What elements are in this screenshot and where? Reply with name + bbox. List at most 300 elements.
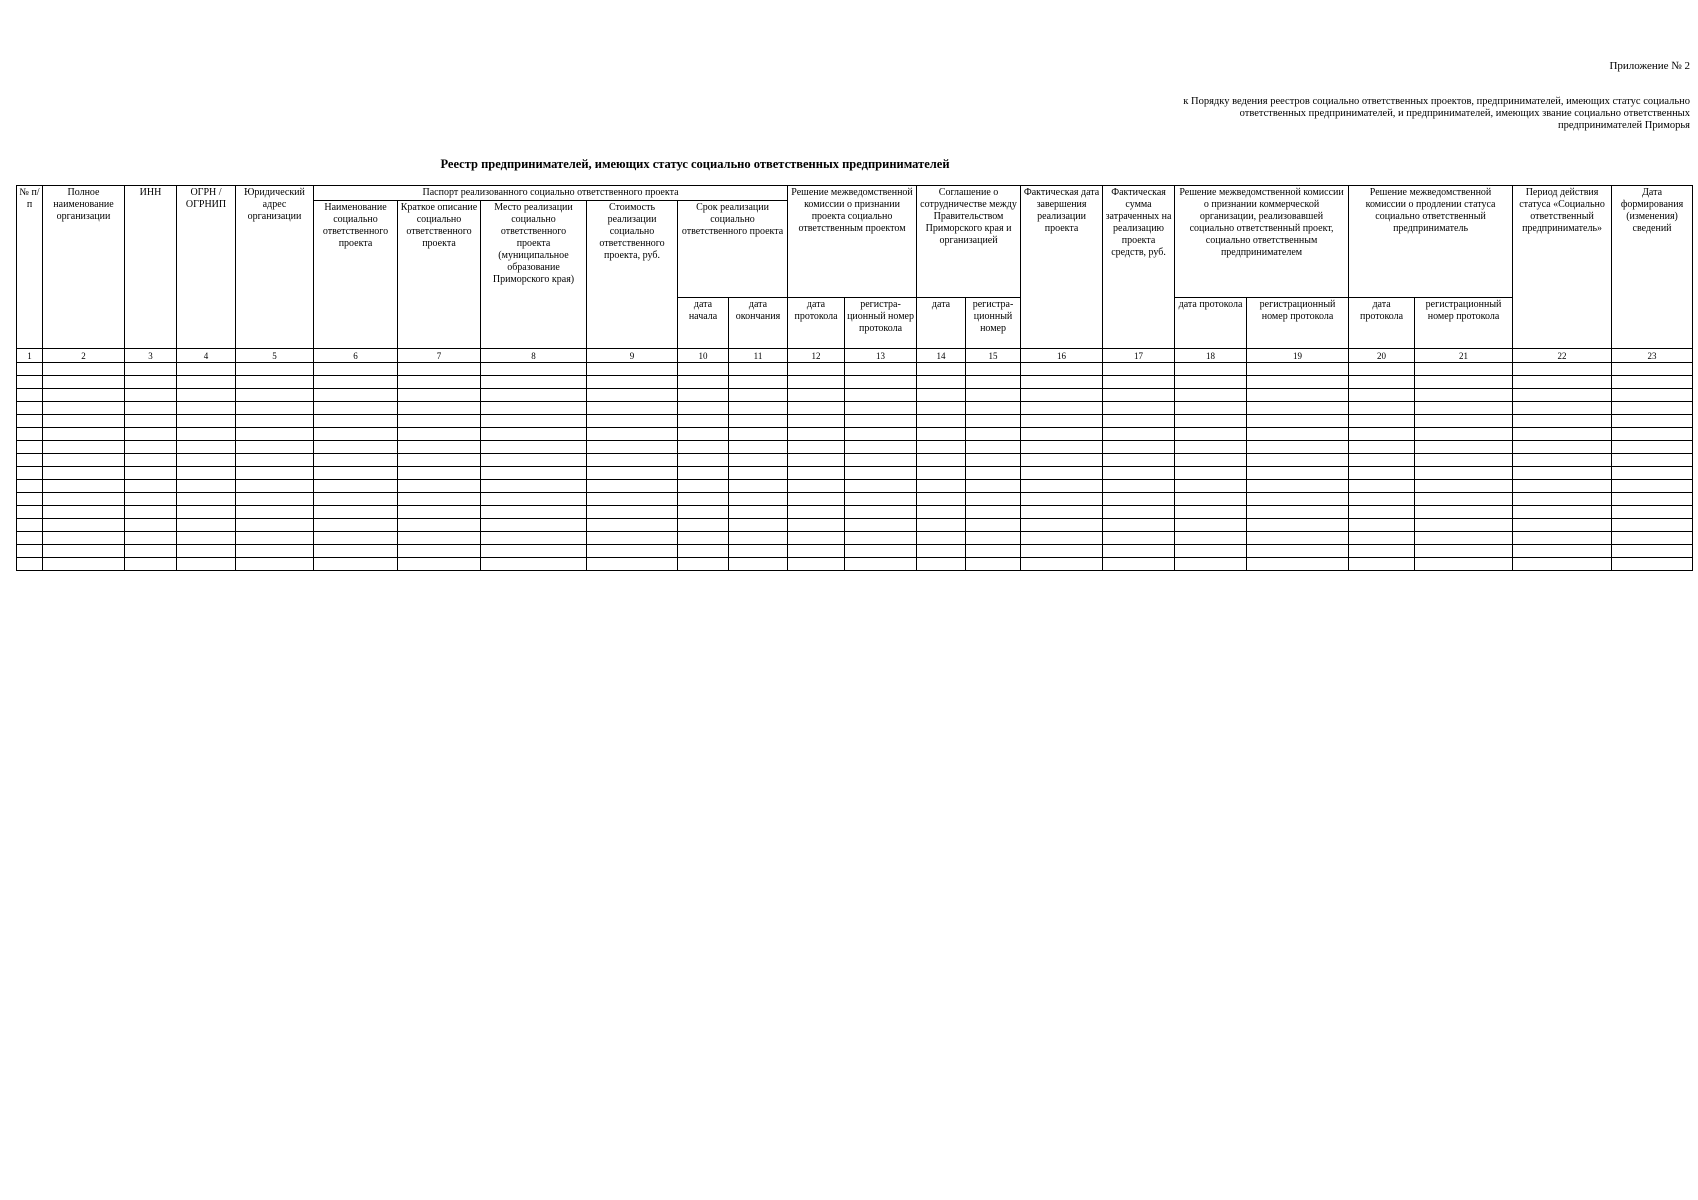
table-cell[interactable] [587,389,678,402]
table-cell[interactable] [587,519,678,532]
table-cell[interactable] [1513,389,1612,402]
table-cell[interactable] [1103,363,1175,376]
table-cell[interactable] [177,376,236,389]
table-cell[interactable] [845,493,917,506]
table-cell[interactable] [1349,454,1415,467]
table-cell[interactable] [1175,415,1247,428]
table-cell[interactable] [481,376,587,389]
table-cell[interactable] [1021,402,1103,415]
table-cell[interactable] [1612,363,1693,376]
table-cell[interactable] [125,493,177,506]
table-cell[interactable] [236,545,314,558]
table-cell[interactable] [917,558,966,571]
table-cell[interactable] [845,480,917,493]
table-cell[interactable] [1415,441,1513,454]
table-cell[interactable] [236,480,314,493]
table-cell[interactable] [314,493,398,506]
table-cell[interactable] [398,376,481,389]
table-cell[interactable] [1103,376,1175,389]
table-cell[interactable] [1415,519,1513,532]
table-cell[interactable] [845,519,917,532]
table-cell[interactable] [1175,480,1247,493]
table-cell[interactable] [398,363,481,376]
table-cell[interactable] [678,519,729,532]
table-cell[interactable] [1247,545,1349,558]
table-cell[interactable] [917,545,966,558]
table-cell[interactable] [587,532,678,545]
table-cell[interactable] [729,454,788,467]
table-cell[interactable] [17,441,43,454]
table-cell[interactable] [1415,545,1513,558]
table-cell[interactable] [43,402,125,415]
table-cell[interactable] [1103,558,1175,571]
table-cell[interactable] [729,506,788,519]
table-cell[interactable] [1349,467,1415,480]
table-cell[interactable] [125,480,177,493]
table-cell[interactable] [917,532,966,545]
table-cell[interactable] [1513,415,1612,428]
table-cell[interactable] [398,519,481,532]
table-cell[interactable] [398,545,481,558]
table-cell[interactable] [729,389,788,402]
table-cell[interactable] [788,376,845,389]
table-cell[interactable] [1612,415,1693,428]
table-cell[interactable] [966,519,1021,532]
table-cell[interactable] [1175,532,1247,545]
table-cell[interactable] [678,545,729,558]
table-cell[interactable] [966,480,1021,493]
table-cell[interactable] [398,415,481,428]
table-cell[interactable] [729,415,788,428]
table-cell[interactable] [1612,441,1693,454]
table-cell[interactable] [125,545,177,558]
table-cell[interactable] [788,454,845,467]
table-cell[interactable] [17,454,43,467]
table-cell[interactable] [17,493,43,506]
table-cell[interactable] [587,493,678,506]
table-cell[interactable] [966,389,1021,402]
table-cell[interactable] [1247,493,1349,506]
table-cell[interactable] [236,389,314,402]
table-cell[interactable] [1612,454,1693,467]
table-cell[interactable] [1021,545,1103,558]
table-cell[interactable] [587,558,678,571]
table-cell[interactable] [788,467,845,480]
table-cell[interactable] [481,415,587,428]
table-cell[interactable] [587,376,678,389]
table-cell[interactable] [481,467,587,480]
table-cell[interactable] [1513,363,1612,376]
table-cell[interactable] [1349,376,1415,389]
table-cell[interactable] [125,428,177,441]
table-cell[interactable] [481,480,587,493]
table-cell[interactable] [678,454,729,467]
table-cell[interactable] [678,506,729,519]
table-cell[interactable] [1513,519,1612,532]
table-cell[interactable] [1103,467,1175,480]
table-cell[interactable] [966,558,1021,571]
table-cell[interactable] [43,363,125,376]
table-cell[interactable] [17,519,43,532]
table-cell[interactable] [17,428,43,441]
table-cell[interactable] [398,441,481,454]
table-cell[interactable] [398,402,481,415]
table-cell[interactable] [1021,493,1103,506]
table-cell[interactable] [1175,376,1247,389]
table-cell[interactable] [125,558,177,571]
table-cell[interactable] [1103,519,1175,532]
table-cell[interactable] [1247,480,1349,493]
table-cell[interactable] [398,454,481,467]
table-cell[interactable] [17,363,43,376]
table-cell[interactable] [43,467,125,480]
table-cell[interactable] [587,415,678,428]
table-cell[interactable] [729,558,788,571]
table-cell[interactable] [1175,428,1247,441]
table-cell[interactable] [314,506,398,519]
table-cell[interactable] [1021,454,1103,467]
table-cell[interactable] [177,454,236,467]
table-cell[interactable] [398,389,481,402]
table-cell[interactable] [43,415,125,428]
table-cell[interactable] [236,428,314,441]
table-cell[interactable] [1103,402,1175,415]
table-cell[interactable] [17,506,43,519]
table-cell[interactable] [845,415,917,428]
table-cell[interactable] [1415,532,1513,545]
table-cell[interactable] [729,480,788,493]
table-cell[interactable] [43,545,125,558]
table-cell[interactable] [788,519,845,532]
table-cell[interactable] [314,532,398,545]
table-cell[interactable] [1415,389,1513,402]
table-cell[interactable] [398,532,481,545]
table-cell[interactable] [1021,480,1103,493]
table-cell[interactable] [845,558,917,571]
table-cell[interactable] [788,441,845,454]
table-cell[interactable] [845,532,917,545]
table-cell[interactable] [1021,415,1103,428]
table-cell[interactable] [481,428,587,441]
table-cell[interactable] [966,493,1021,506]
table-cell[interactable] [966,532,1021,545]
table-cell[interactable] [43,480,125,493]
table-cell[interactable] [1513,454,1612,467]
table-cell[interactable] [729,545,788,558]
table-cell[interactable] [966,454,1021,467]
table-cell[interactable] [917,506,966,519]
table-cell[interactable] [678,441,729,454]
table-cell[interactable] [917,363,966,376]
table-cell[interactable] [1103,532,1175,545]
table-cell[interactable] [678,415,729,428]
table-cell[interactable] [314,415,398,428]
table-cell[interactable] [43,493,125,506]
table-cell[interactable] [125,415,177,428]
table-cell[interactable] [845,506,917,519]
table-cell[interactable] [398,558,481,571]
table-cell[interactable] [788,545,845,558]
table-cell[interactable] [1103,480,1175,493]
table-cell[interactable] [678,428,729,441]
table-cell[interactable] [678,376,729,389]
table-cell[interactable] [1415,428,1513,441]
table-cell[interactable] [729,467,788,480]
table-cell[interactable] [587,545,678,558]
table-cell[interactable] [43,558,125,571]
table-cell[interactable] [587,480,678,493]
table-cell[interactable] [177,493,236,506]
table-cell[interactable] [125,454,177,467]
table-cell[interactable] [788,363,845,376]
table-cell[interactable] [236,467,314,480]
table-cell[interactable] [1349,415,1415,428]
table-cell[interactable] [917,441,966,454]
table-cell[interactable] [1612,558,1693,571]
table-cell[interactable] [845,454,917,467]
table-cell[interactable] [1349,545,1415,558]
table-cell[interactable] [1612,480,1693,493]
table-cell[interactable] [398,480,481,493]
table-cell[interactable] [1612,389,1693,402]
table-cell[interactable] [788,558,845,571]
table-cell[interactable] [845,545,917,558]
table-cell[interactable] [966,441,1021,454]
table-cell[interactable] [1349,480,1415,493]
table-cell[interactable] [125,402,177,415]
table-cell[interactable] [966,376,1021,389]
table-cell[interactable] [236,493,314,506]
table-cell[interactable] [481,493,587,506]
table-cell[interactable] [845,441,917,454]
table-cell[interactable] [1415,480,1513,493]
table-cell[interactable] [125,376,177,389]
table-cell[interactable] [1349,506,1415,519]
table-cell[interactable] [788,415,845,428]
table-cell[interactable] [177,519,236,532]
table-cell[interactable] [1175,402,1247,415]
table-cell[interactable] [1175,363,1247,376]
table-cell[interactable] [314,467,398,480]
table-cell[interactable] [587,441,678,454]
table-cell[interactable] [314,480,398,493]
table-cell[interactable] [1175,493,1247,506]
table-cell[interactable] [43,389,125,402]
table-cell[interactable] [1103,545,1175,558]
table-cell[interactable] [481,532,587,545]
table-cell[interactable] [1021,428,1103,441]
table-cell[interactable] [236,441,314,454]
table-cell[interactable] [729,428,788,441]
table-cell[interactable] [1513,402,1612,415]
table-cell[interactable] [314,545,398,558]
table-cell[interactable] [314,428,398,441]
table-cell[interactable] [966,467,1021,480]
table-cell[interactable] [236,376,314,389]
table-cell[interactable] [1349,441,1415,454]
table-cell[interactable] [125,532,177,545]
table-cell[interactable] [1612,402,1693,415]
table-cell[interactable] [729,441,788,454]
table-cell[interactable] [917,493,966,506]
table-cell[interactable] [1513,545,1612,558]
table-cell[interactable] [917,428,966,441]
table-cell[interactable] [1415,506,1513,519]
table-cell[interactable] [177,467,236,480]
table-cell[interactable] [177,389,236,402]
table-cell[interactable] [1247,363,1349,376]
table-cell[interactable] [236,519,314,532]
table-cell[interactable] [1349,428,1415,441]
table-cell[interactable] [481,389,587,402]
table-cell[interactable] [481,441,587,454]
table-cell[interactable] [966,545,1021,558]
table-cell[interactable] [1612,532,1693,545]
table-cell[interactable] [788,493,845,506]
table-cell[interactable] [1175,558,1247,571]
table-cell[interactable] [1175,389,1247,402]
table-cell[interactable] [1513,441,1612,454]
table-cell[interactable] [236,402,314,415]
table-cell[interactable] [1021,376,1103,389]
table-cell[interactable] [845,428,917,441]
table-cell[interactable] [314,402,398,415]
table-cell[interactable] [587,454,678,467]
table-cell[interactable] [1349,558,1415,571]
table-cell[interactable] [1247,506,1349,519]
table-cell[interactable] [1415,363,1513,376]
table-cell[interactable] [17,480,43,493]
table-cell[interactable] [236,415,314,428]
table-cell[interactable] [1175,506,1247,519]
table-cell[interactable] [1103,428,1175,441]
table-cell[interactable] [125,467,177,480]
table-cell[interactable] [729,532,788,545]
table-cell[interactable] [917,454,966,467]
table-cell[interactable] [678,558,729,571]
table-cell[interactable] [1103,506,1175,519]
table-cell[interactable] [314,363,398,376]
table-cell[interactable] [1175,441,1247,454]
table-cell[interactable] [729,402,788,415]
table-cell[interactable] [966,402,1021,415]
table-cell[interactable] [43,506,125,519]
table-cell[interactable] [43,376,125,389]
table-cell[interactable] [729,376,788,389]
table-cell[interactable] [845,389,917,402]
table-cell[interactable] [236,506,314,519]
table-cell[interactable] [1103,493,1175,506]
table-cell[interactable] [1612,519,1693,532]
table-cell[interactable] [729,363,788,376]
table-cell[interactable] [43,532,125,545]
table-cell[interactable] [917,480,966,493]
table-cell[interactable] [845,402,917,415]
table-cell[interactable] [917,402,966,415]
table-cell[interactable] [1415,454,1513,467]
table-cell[interactable] [1175,545,1247,558]
table-cell[interactable] [1349,493,1415,506]
table-cell[interactable] [788,428,845,441]
table-cell[interactable] [1612,428,1693,441]
table-cell[interactable] [177,480,236,493]
table-cell[interactable] [845,363,917,376]
table-cell[interactable] [587,428,678,441]
table-cell[interactable] [1021,519,1103,532]
table-cell[interactable] [1103,441,1175,454]
table-cell[interactable] [17,558,43,571]
table-cell[interactable] [788,389,845,402]
table-cell[interactable] [1513,532,1612,545]
table-cell[interactable] [1247,532,1349,545]
table-cell[interactable] [966,428,1021,441]
table-cell[interactable] [314,441,398,454]
table-cell[interactable] [43,454,125,467]
table-cell[interactable] [917,467,966,480]
table-cell[interactable] [678,480,729,493]
table-cell[interactable] [1415,376,1513,389]
table-cell[interactable] [1612,467,1693,480]
table-cell[interactable] [1612,506,1693,519]
table-cell[interactable] [236,454,314,467]
table-cell[interactable] [1247,402,1349,415]
table-cell[interactable] [1175,519,1247,532]
table-cell[interactable] [125,519,177,532]
table-cell[interactable] [788,532,845,545]
table-cell[interactable] [314,558,398,571]
table-cell[interactable] [788,480,845,493]
table-cell[interactable] [177,363,236,376]
table-cell[interactable] [481,454,587,467]
table-cell[interactable] [1349,389,1415,402]
table-cell[interactable] [17,545,43,558]
table-cell[interactable] [1103,454,1175,467]
table-cell[interactable] [678,532,729,545]
table-cell[interactable] [917,415,966,428]
table-cell[interactable] [43,519,125,532]
table-cell[interactable] [236,558,314,571]
table-cell[interactable] [587,363,678,376]
table-cell[interactable] [481,558,587,571]
table-cell[interactable] [1103,415,1175,428]
table-cell[interactable] [1247,428,1349,441]
table-cell[interactable] [1103,389,1175,402]
table-cell[interactable] [314,454,398,467]
table-cell[interactable] [678,402,729,415]
table-cell[interactable] [1513,428,1612,441]
table-cell[interactable] [125,363,177,376]
table-cell[interactable] [1349,532,1415,545]
table-cell[interactable] [1247,415,1349,428]
table-cell[interactable] [587,402,678,415]
table-cell[interactable] [398,428,481,441]
table-cell[interactable] [125,389,177,402]
table-cell[interactable] [917,519,966,532]
table-cell[interactable] [845,376,917,389]
table-cell[interactable] [1513,558,1612,571]
table-cell[interactable] [17,415,43,428]
table-cell[interactable] [177,545,236,558]
table-cell[interactable] [314,376,398,389]
table-cell[interactable] [917,389,966,402]
table-cell[interactable] [481,402,587,415]
table-cell[interactable] [1612,493,1693,506]
table-cell[interactable] [1247,376,1349,389]
table-cell[interactable] [481,545,587,558]
table-cell[interactable] [398,493,481,506]
table-cell[interactable] [917,376,966,389]
table-cell[interactable] [177,441,236,454]
